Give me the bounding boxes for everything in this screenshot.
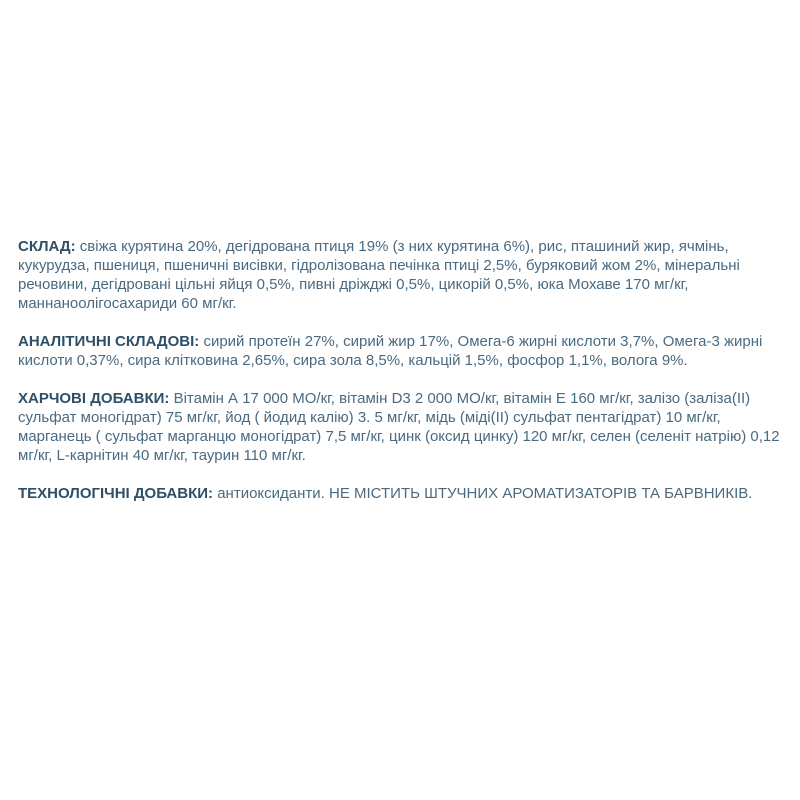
- nutritional-additives-text: Вітамін А 17 000 МО/кг, вітамін D3 2 000 МО/кг, вітамін Е 160 мг/кг, залізо (заліза(II) сульфат моногідрат) 75 мг/кг, йод ( йодид калію) 3. 5 мг/кг, мідь (міді(II) сульфат пентагідрат) 10 мг/кг, марганець ( сульфат марганцю моногідрат) 7,5 мг/кг, цинк (оксид цинку) 120 мг/кг, селен (селеніт натрію) 0,12 мг/кг, L-карнітин 40 мг/кг, таурин 110 мг/кг.: [18, 390, 780, 464]
- technological-additives-section: [18, 484, 784, 503]
- nutritional-additives-label: ХАРЧОВІ ДОБАВКИ:: [18, 390, 170, 407]
- analytical-section: [18, 332, 784, 370]
- composition-text: свіжа курятина 20%, дегідрована птиця 19% (з них курятина 6%), рис, пташиний жир, ячмінь, кукурудза, пшениця, пшеничні висівки, гідролізована печінка птиці 2,5%, буряковий жом 2%, мінеральні речовини, дегідровані цільні яйця 0,5%, пивні дріжджі 0,5%, цикорій 0,5%, юка Мохаве 170 мг/кг, маннаноолігосахариди 60 мг/кг.: [18, 238, 740, 312]
- technological-additives-label: ТЕХНОЛОГІЧНІ ДОБАВКИ:: [18, 485, 214, 502]
- composition-label: СКЛАД:: [18, 238, 76, 255]
- nutritional-additives-section: [18, 389, 784, 465]
- technological-additives-text: антиоксиданти. НЕ МІСТИТЬ ШТУЧНИХ АРОМАТИЗАТОРІВ ТА БАРВНИКІВ.: [217, 485, 753, 502]
- ingredients-document: [18, 237, 784, 522]
- composition-section: [18, 237, 784, 313]
- analytical-label: АНАЛІТИЧНІ СКЛАДОВІ:: [18, 333, 200, 350]
- analytical-text: сирий протеїн 27%, сирий жир 17%, Омега-6 жирні кислоти 3,7%, Омега-3 жирні кислоти 0,37%, сира клітковина 2,65%, сира зола 8,5%, кальцій 1,5%, фосфор 1,1%, волога 9%.: [18, 333, 763, 369]
